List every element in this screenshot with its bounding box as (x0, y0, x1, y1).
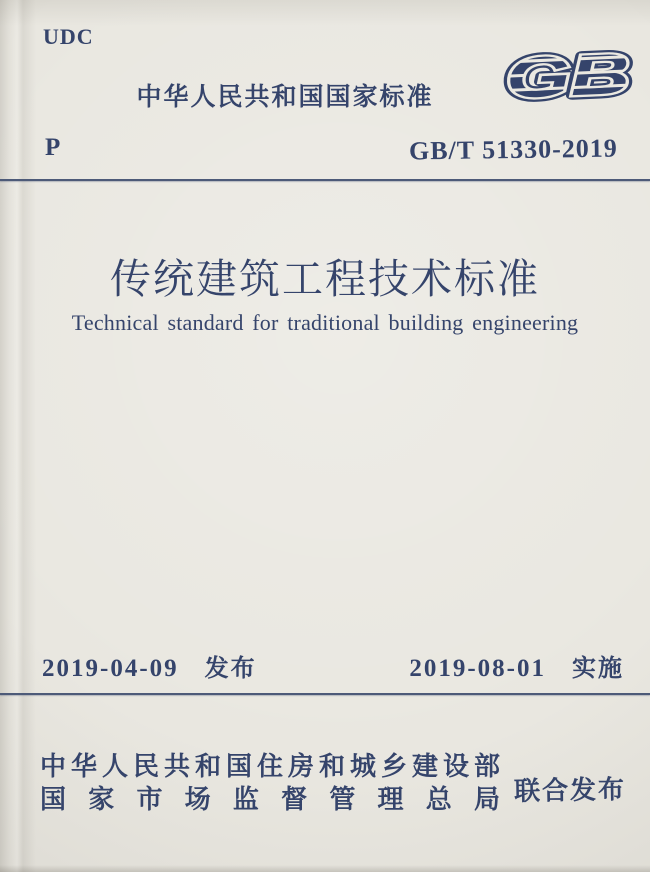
dates-row (0, 648, 650, 682)
issuer-line-2: 国家市场监督管理总局 (40, 784, 500, 814)
implement-date: 2019-08-01 (409, 655, 546, 682)
title-english: Technical standard for traditional building engineering (71, 310, 579, 335)
bottom-divider-rule (0, 693, 650, 695)
udc-label: UDC (43, 24, 94, 49)
issuer-block (40, 750, 500, 816)
standard-number: GB/T 51330-2019 (408, 133, 619, 166)
implement-label: 实施 (572, 655, 624, 682)
issue-date: 2019-04-09 (42, 655, 179, 682)
issuer-line-1: 中华人民共和国住房和城乡建设部 (40, 751, 500, 781)
joint-publish-label: 联合发布 (513, 774, 627, 806)
implement-date-group (409, 648, 624, 683)
issue-date-group (42, 648, 257, 683)
gb-logo-icon (497, 39, 642, 111)
issue-label: 发布 (204, 655, 257, 682)
classification-code: P (45, 134, 61, 161)
title-chinese: 传统建筑工程技术标准 (110, 256, 540, 302)
national-standard-heading: 中华人民共和国国家标准 (136, 83, 434, 111)
top-divider-rule (0, 179, 650, 181)
